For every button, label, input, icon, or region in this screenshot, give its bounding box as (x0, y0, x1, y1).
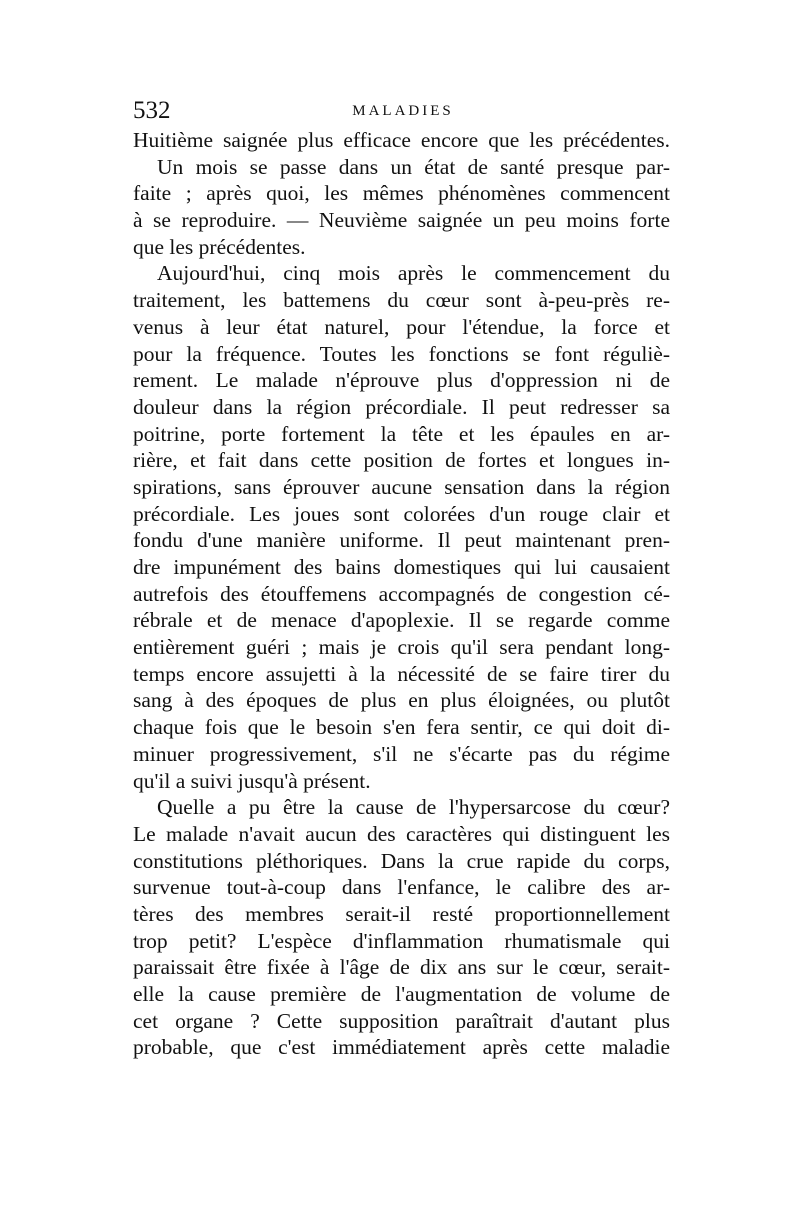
text-line: cet organe ? Cette supposition paraîtrait d'autant plus (133, 1008, 670, 1033)
text-line: faite ; après quoi, les mêmes phénomènes commencent (133, 181, 670, 206)
text-line: survenue tout-à-coup dans l'enfance, le calibre des ar- (133, 875, 670, 900)
text-line: pour la fréquence. Toutes les fonctions se font réguliè- (133, 341, 670, 366)
text-line: paraissait être fixée à l'âge de dix ans sur le cœur, serait- (133, 955, 670, 980)
text-line: que les précédentes. (133, 234, 306, 259)
text-line: tères des membres serait-il resté proportionnellement (133, 901, 670, 926)
text-line: Huitième saignée plus efficace encore que les précédentes. (133, 128, 670, 152)
text-line: douleur dans la région précordiale. Il peut redresser sa (133, 394, 670, 419)
text-line: Aujourd'hui, cinq mois après le commencement du (157, 261, 670, 286)
text-line: qu'il a suivi jusqu'à présent. (133, 768, 371, 793)
text-line: trop petit? L'espèce d'inflammation rhumatismale qui (133, 928, 670, 953)
text-line: Quelle a pu être la cause de l'hypersarcose du cœur? (157, 795, 670, 820)
text-line: poitrine, porte fortement la tête et les épaules en ar- (133, 421, 670, 446)
text-line: rement. Le malade n'éprouve plus d'oppression ni de (133, 368, 670, 393)
text-line: traitement, les battemens du cœur sont à-peu-près re- (133, 288, 670, 313)
text-line: chaque fois que le besoin s'en fera sentir, ce qui doit di- (133, 715, 670, 740)
text-line: rébrale et de menace d'apoplexie. Il se regarde comme (133, 608, 670, 633)
text-line: probable, que c'est immédiatement après cette maladie (133, 1035, 670, 1060)
text-line: elle la cause première de l'augmentation de volume de (133, 982, 670, 1006)
text-line: spirations, sans éprouver aucune sensation dans la région (133, 474, 670, 499)
text-line: constitutions pléthoriques. Dans la crue rapide du corps, (133, 848, 670, 873)
text-line: fondu d'une manière uniforme. Il peut maintenant pren- (133, 528, 670, 553)
body-text (133, 127, 670, 1061)
text-line: dre impunément des bains domestiques qui lui causaient (133, 555, 670, 579)
text-line: sang à des époques de plus en plus éloignées, ou plutôt (133, 688, 670, 713)
running-head: MALADIES (352, 103, 454, 119)
text-line: venus à leur état naturel, pour l'étendue, la force et (133, 314, 670, 339)
text-line: autrefois des étouffemens accompagnés de congestion cé- (133, 581, 670, 606)
text-line: Un mois se passe dans un état de santé presque par- (157, 154, 670, 179)
page-header (133, 96, 673, 126)
text-line: entièrement guéri ; mais je crois qu'il sera pendant long- (133, 635, 670, 660)
text-line: temps encore assujetti à la nécessité de se faire tirer du (133, 661, 670, 686)
text-line: Le malade n'avait aucun des caractères qui distinguent les (133, 821, 670, 846)
text-line: rière, et fait dans cette position de fortes et longues in- (133, 448, 670, 473)
text-line: à se reproduire. — Neuvième saignée un peu moins forte (133, 208, 670, 233)
text-line: minuer progressivement, s'il ne s'écarte pas du régime (133, 741, 670, 766)
text-line: précordiale. Les joues sont colorées d'un rouge clair et (133, 501, 670, 526)
page-number: 532 (133, 97, 171, 124)
